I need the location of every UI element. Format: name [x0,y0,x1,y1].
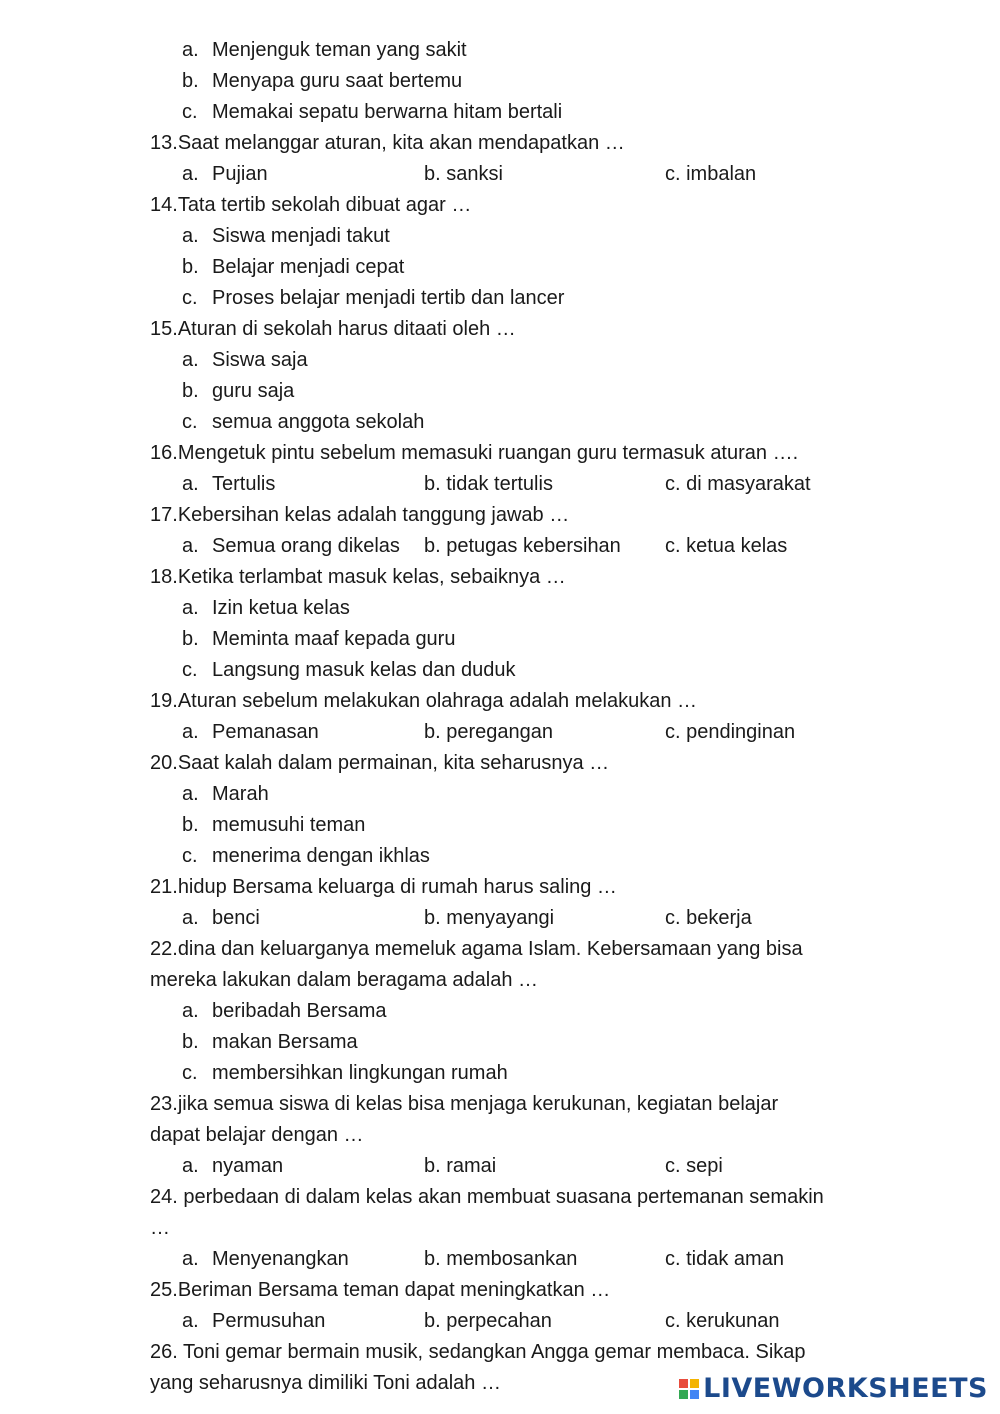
question-text: Beriman Bersama teman dapat meningkatkan … [177,1279,611,1301]
option-letter: a. [182,535,199,557]
option-c [150,407,890,438]
option-a [150,593,890,624]
option-text: memusuhi teman [212,814,366,836]
option-text: Siswa menjadi takut [212,225,390,247]
question-number: 22. [150,938,178,960]
question-17 [150,500,890,531]
question-13 [150,128,890,159]
option-letter: c. [182,1062,198,1084]
option-text: guru saja [212,380,295,402]
question-number: 17. [150,504,178,526]
option-b: b. tidak tertulis [424,473,553,495]
liveworksheets-watermark [679,1373,988,1404]
question-number: 20. [150,752,178,774]
option-letter: b. [182,1031,199,1053]
option-text: Memakai sepatu berwarna hitam bertali [212,101,563,123]
option-letter: a. [182,721,199,743]
question-number: 26. [150,1341,178,1363]
question-number: 13. [150,132,178,154]
option-letter: b. [182,70,199,92]
options-row [150,1306,890,1337]
option-b [150,624,890,655]
option-letter: a. [182,225,199,247]
question-text: Tata tertib sekolah dibuat agar … [177,194,472,216]
option-letter: a. [182,1000,199,1022]
option-c [150,1058,890,1089]
question-25 [150,1275,890,1306]
option-b: b. menyayangi [424,907,555,929]
option-c: c. ketua kelas [665,535,788,557]
option-1 [150,35,890,66]
option-3 [150,97,890,128]
options-row [150,717,890,748]
question-number: 16. [150,442,178,464]
option-a: Permusuhan [212,1310,326,1332]
option-c: c. tidak aman [665,1248,784,1270]
option-b [150,1027,890,1058]
question-text: Saat melanggar aturan, kita akan mendapatkan … [177,132,625,154]
options-row [150,903,890,934]
option-a: Semua orang dikelas [212,535,400,557]
question-number: 18. [150,566,178,588]
worksheet-page [150,35,890,1399]
option-a: Menyenangkan [212,1248,349,1270]
watermark-text: LIVEWORKSHEETS [703,1373,988,1404]
question-number: 14. [150,194,178,216]
option-b: b. peregangan [424,721,554,743]
option-text: makan Bersama [212,1031,358,1053]
question-number: 24. [150,1186,178,1208]
option-c: c. di masyarakat [665,473,811,495]
options-row [150,159,890,190]
question-text: jika semua siswa di kelas bisa menjaga kerukunan, kegiatan belajar [177,1093,779,1115]
option-c [150,655,890,686]
option-a: Pemanasan [212,721,319,743]
options-row [150,1244,890,1275]
question-14 [150,190,890,221]
option-letter: a. [182,39,199,61]
option-c [150,283,890,314]
option-b: b. membosankan [424,1248,578,1270]
option-text: Menjenguk teman yang sakit [212,39,467,61]
option-c [150,841,890,872]
question-text: hidup Bersama keluarga di rumah harus saling … [177,876,617,898]
option-letter: a. [182,349,199,371]
option-letter: a. [182,597,199,619]
question-19 [150,686,890,717]
option-c: c. imbalan [665,163,757,185]
option-text: Belajar menjadi cepat [212,256,405,278]
option-text: Siswa saja [212,349,308,371]
question-number: 25. [150,1279,178,1301]
option-text: menerima dengan ikhlas [212,845,430,867]
question-text: Saat kalah dalam permainan, kita seharusnya … [177,752,610,774]
question-18 [150,562,890,593]
option-letter: b. [182,256,199,278]
option-text: Marah [212,783,269,805]
option-a: benci [212,907,260,929]
option-a [150,345,890,376]
option-b: b. petugas kebersihan [424,535,621,557]
option-letter: a. [182,473,199,495]
option-a: Pujian [212,163,268,185]
question-continuation: dapat belajar dengan … [150,1124,364,1146]
question-text: Toni gemar bermain musik, sedangkan Angga gemar membaca. Sikap [177,1341,806,1363]
question-21 [150,872,890,903]
option-a [150,221,890,252]
options-row [150,1151,890,1182]
question-continuation: yang seharusnya dimiliki Toni adalah … [150,1372,501,1394]
option-b [150,810,890,841]
question-number: 23. [150,1093,178,1115]
option-b [150,376,890,407]
option-text: semua anggota sekolah [212,411,425,433]
option-text: Langsung masuk kelas dan duduk [212,659,516,681]
option-b: b. sanksi [424,163,503,185]
question-continuation: … [150,1217,170,1239]
question-15 [150,314,890,345]
option-c: c. kerukunan [665,1310,780,1332]
option-letter: c. [182,845,198,867]
option-letter: b. [182,814,199,836]
option-a: Tertulis [212,473,276,495]
option-letter: a. [182,907,199,929]
question-number: 15. [150,318,178,340]
option-text: membersihkan lingkungan rumah [212,1062,508,1084]
question-text: Aturan sebelum melakukan olahraga adalah melakukan … [177,690,698,712]
option-text: beribadah Bersama [212,1000,387,1022]
option-text: Izin ketua kelas [212,597,350,619]
question-continuation: mereka lakukan dalam beragama adalah … [150,969,538,991]
option-text: Proses belajar menjadi tertib dan lancer [212,287,565,309]
option-2 [150,66,890,97]
question-text: perbedaan di dalam kelas akan membuat suasana pertemanan semakin [177,1186,824,1208]
option-a [150,779,890,810]
question-number: 21. [150,876,178,898]
options-row [150,531,890,562]
option-b: b. perpecahan [424,1310,552,1332]
option-c: c. sepi [665,1155,723,1177]
option-a [150,996,890,1027]
option-a: nyaman [212,1155,284,1177]
question-20 [150,748,890,779]
question-22 [150,934,890,965]
question-text: Kebersihan kelas adalah tanggung jawab … [177,504,570,526]
option-letter: a. [182,783,199,805]
option-letter: a. [182,1248,199,1270]
question-text: Mengetuk pintu sebelum memasuki ruangan guru termasuk aturan …. [177,442,799,464]
liveworksheets-logo-icon [679,1379,699,1399]
option-text: Menyapa guru saat bertemu [212,70,463,92]
option-letter: c. [182,101,198,123]
question-16 [150,438,890,469]
option-b: b. ramai [424,1155,497,1177]
question-text: Aturan di sekolah harus ditaati oleh … [177,318,516,340]
option-letter: c. [182,659,198,681]
option-c: c. pendinginan [665,721,796,743]
option-letter: b. [182,628,199,650]
question-text: Ketika terlambat masuk kelas, sebaiknya … [177,566,566,588]
option-text: Meminta maaf kepada guru [212,628,456,650]
question-26 [150,1337,890,1368]
option-letter: a. [182,1155,199,1177]
options-row [150,469,890,500]
option-letter: c. [182,411,198,433]
option-c: c. bekerja [665,907,752,929]
question-24 [150,1182,890,1213]
option-letter: a. [182,163,199,185]
option-letter: b. [182,380,199,402]
question-text: dina dan keluarganya memeluk agama Islam. Kebersamaan yang bisa [177,938,803,960]
question-23 [150,1089,890,1120]
option-letter: c. [182,287,198,309]
option-b [150,252,890,283]
option-letter: a. [182,1310,199,1332]
question-number: 19. [150,690,178,712]
